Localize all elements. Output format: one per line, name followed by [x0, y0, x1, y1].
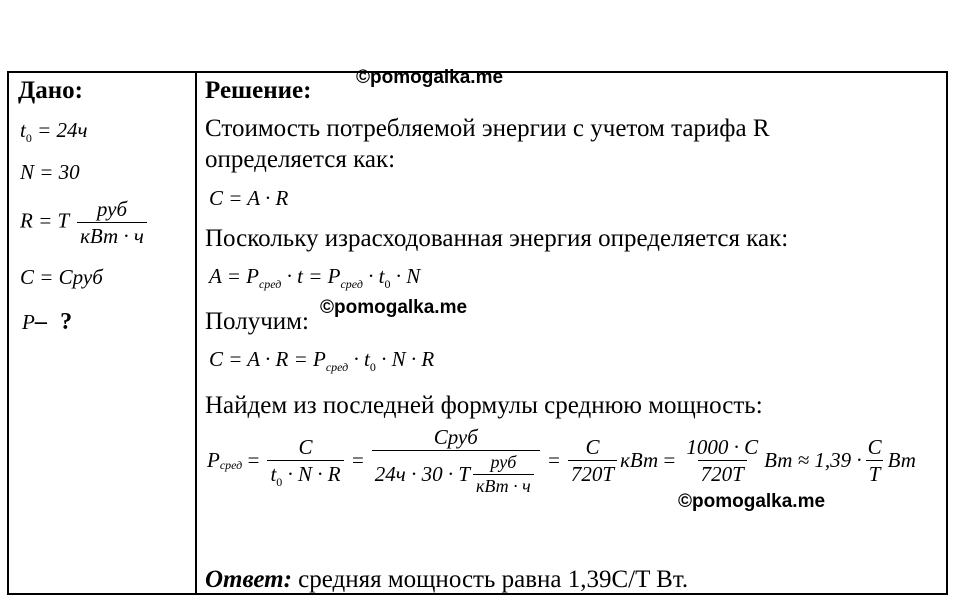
fraction: Cруб 24ч · 30 · T $\frac{\text{руб}}{\text{кВт · ч}}$ [372, 426, 540, 496]
column-divider [195, 71, 197, 595]
fraction: $\frac{C}{t_0 \cdot N \cdot R}$ [267, 436, 343, 485]
watermark: ©pomogalka.me [678, 491, 826, 512]
fraction: $\frac{C}{720T}$ [568, 436, 617, 485]
given-c: C = Cруб [20, 265, 103, 289]
fraction: $\frac{1000 \cdot C}{720T}$ [686, 435, 759, 487]
given-t0: $t_0 = 24ч$ [20, 118, 88, 145]
fraction: $\frac{\text{руб}}{\text{кВт · ч}}$ [473, 453, 534, 496]
formula-c: C = A · R [209, 186, 289, 210]
formula-c-expanded: $C = A \cdot R = P_{сред} \cdot t_0 \cdot N \cdot R$ [209, 347, 435, 374]
answer: Ответ: средняя мощность равна 1,39C/T Вт. [205, 566, 689, 593]
watermark: ©pomogalka.me [320, 297, 468, 318]
solution-text-line: определяется как: [205, 146, 396, 173]
solution-text-line: Найдем из последней формулы среднюю мощность: [205, 392, 763, 419]
given-r: R = T $\frac{\text{руб}}{\text{кВт · ч}}$ [20, 198, 150, 247]
formula-a: $A = P_{сред} \cdot t = P_{сред} \cdot t_0 \cdot N$ [209, 264, 421, 291]
task-table [7, 71, 948, 595]
given-p-unknown: P– ? [22, 309, 73, 335]
watermark: ©pomogalka.me [356, 67, 504, 88]
given-n: N = 30 [20, 160, 80, 184]
fraction: $\frac{\text{руб}}{\text{кВт · ч}}$ [77, 198, 147, 247]
solution-text-line: Получим: [205, 308, 309, 335]
formula-power: P сред = $\frac{C}{t_0 \cdot N \cdot R}$ = Cруб 24ч · 30 · T $\frac{\text{руб}}{\text{кВт · ч}}$ = $\frac{C}{720T}$ кВт = $\frac{1000 \cdot C}{720T}$ Вт ≈ 1,39 · $\frac{C}{T}$ Вт [207, 425, 916, 496]
fraction: $\frac{C}{T}$ [867, 435, 882, 487]
solution-header: Решение: [205, 77, 312, 104]
solution-text-line: Стоимость потребляемой энергии с учетом тарифа R [205, 115, 770, 142]
given-header: Дано: [18, 77, 83, 104]
solution-text-line: Поскольку израсходованная энергия определяется как: [205, 225, 789, 252]
